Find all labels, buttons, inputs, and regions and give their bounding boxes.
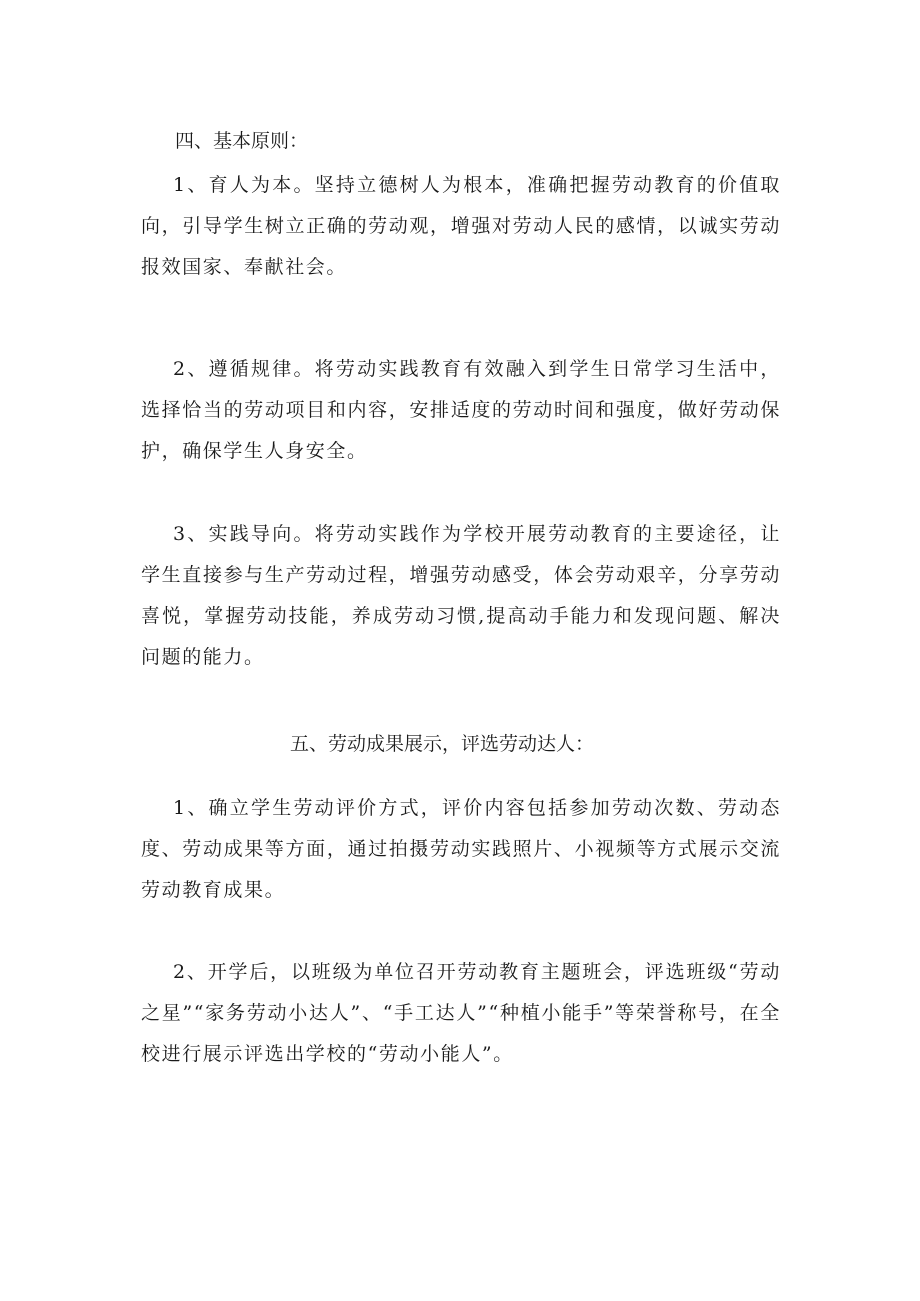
paragraph-principle-3: 3、实践导向。将劳动实践作为学校开展劳动教育的主要途径，让学生直接参与生产劳动过程，增强劳动感受，体会劳动艰辛，分享劳动喜悦，掌握劳动技能，养成劳动习惯,提高动手能力和发现问题、解决问题的能力。 bbox=[141, 523, 781, 668]
section-heading-principles: 四、基本原则： bbox=[175, 130, 309, 152]
paragraph-principle-1: 1、育人为本。坚持立德树人为根本，准确把握劳动教育的价值取向，引导学生树立正确的劳动观，增强对劳动人民的感情，以诚实劳动报效国家、奉献社会。 bbox=[141, 174, 781, 278]
paragraph-showcase-1: 1、确立学生劳动评价方式，评价内容包括参加劳动次数、劳动态度、劳动成果等方面，通过拍摄劳动实践照片、小视频等方式展示交流劳动教育成果。 bbox=[141, 797, 781, 901]
paragraph-principle-2: 2、遵循规律。将劳动实践教育有效融入到学生日常学习生活中，选择恰当的劳动项目和内容，安排适度的劳动时间和强度，做好劳动保护，确保学生人身安全。 bbox=[141, 358, 781, 462]
paragraph-showcase-2: 2、开学后，以班级为单位召开劳动教育主题班会，评选班级“劳动之星”“家务劳动小达人”、“手工达人”“种植小能手”等荣誉称号，在全校进行展示评选出学校的“劳动小能人”。 bbox=[141, 961, 781, 1065]
section-heading-showcase: 五、劳动成果展示，评选劳动达人： bbox=[290, 733, 595, 755]
